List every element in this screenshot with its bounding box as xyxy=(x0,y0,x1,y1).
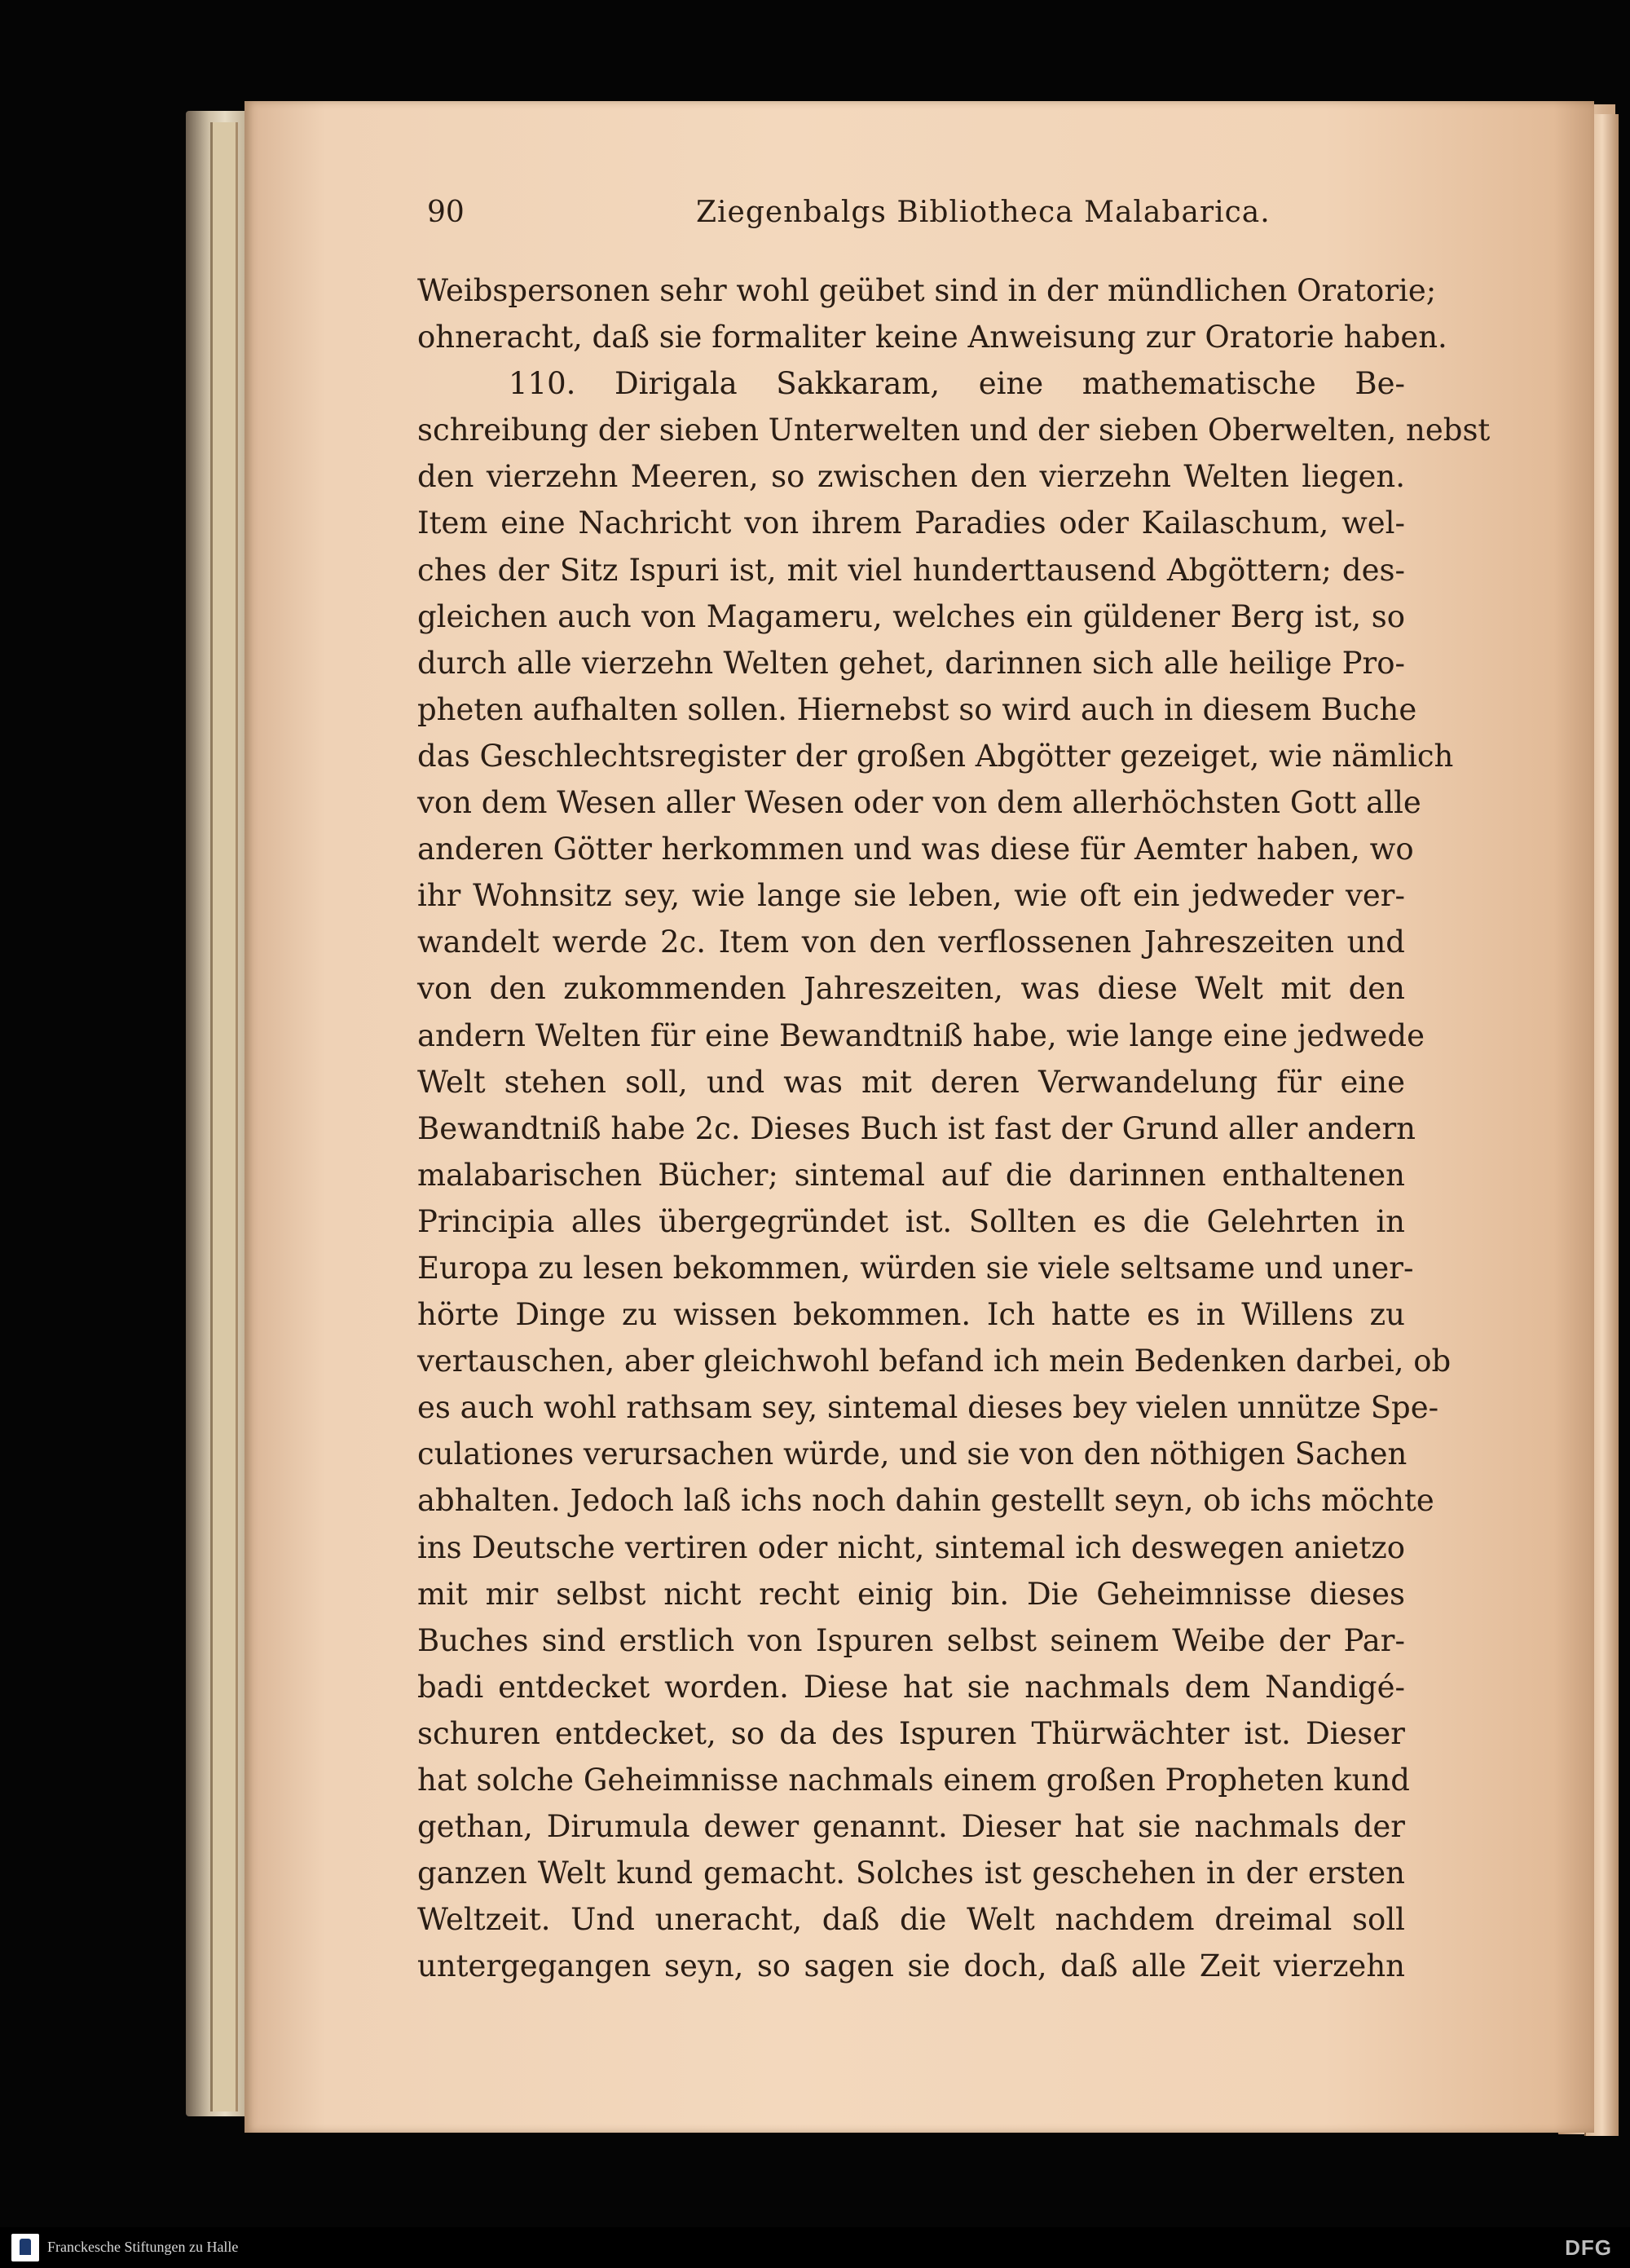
text-line: Item eine Nachricht von ihrem Paradies oder Kailaschum, wel- xyxy=(417,505,1405,541)
text-line: malabarischen Bücher; sintemal auf die darinnen enthaltenen xyxy=(417,1157,1405,1193)
running-title: Ziegenbalgs Bibliotheca Malabarica. xyxy=(696,196,1271,229)
page-header xyxy=(427,196,1405,236)
institution-name: Franckesche Stiftungen zu Halle xyxy=(47,2239,239,2255)
text-line: gleichen auch von Magameru, welches ein güldener Berg ist, so xyxy=(417,598,1405,634)
text-line: mit mir selbst nicht recht einig bin. Die Geheimnisse dieses xyxy=(417,1576,1405,1612)
text-line: hat solche Geheimnisse nachmals einem großen Propheten kund xyxy=(417,1763,1410,1798)
text-line: von dem Wesen aller Wesen oder von dem allerhöchsten Gott alle xyxy=(417,785,1421,821)
text-line: hörte Dinge zu wissen bekommen. Ich hatte es in Willens zu xyxy=(417,1297,1405,1333)
text-line: Buches sind erstlich von Ispuren selbst seinem Weibe der Par- xyxy=(417,1622,1405,1658)
text-line: vertauschen, aber gleichwohl befand ich mein Bedenken darbei, ob xyxy=(417,1344,1452,1379)
text-line: den vierzehn Meeren, so zwischen den vierzehn Welten liegen. xyxy=(417,459,1405,495)
institution-logo-icon xyxy=(11,2234,39,2261)
body-text xyxy=(417,267,1491,1989)
text-line: untergegangen seyn, so sagen sie doch, daß alle Zeit vierzehn xyxy=(417,1948,1405,1984)
text-line: ches der Sitz Ispuri ist, mit viel hunderttausend Abgöttern; des- xyxy=(417,552,1405,588)
text-line: andern Welten für eine Bewandtniß habe, wie lange eine jedwede xyxy=(417,1017,1425,1053)
text-line: schreibung der sieben Unterwelten und der sieben Oberwelten, nebst xyxy=(417,413,1491,448)
text-line: culationes verursachen würde, und sie von den nöthigen Sachen xyxy=(417,1436,1408,1472)
text-line: ohneracht, daß sie formaliter keine Anweisung zur Oratorie haben. xyxy=(417,320,1447,355)
text-line: 110. Dirigala Sakkaram, eine mathematische Be- xyxy=(509,366,1405,402)
text-line: ihr Wohnsitz sey, wie lange sie leben, wie oft ein jedweder ver- xyxy=(417,878,1405,914)
text-line: Weltzeit. Und uneracht, daß die Welt nachdem dreimal soll xyxy=(417,1902,1405,1938)
text-line: Welt stehen soll, und was mit deren Verwandelung für eine xyxy=(417,1064,1405,1100)
text-line: es auch wohl rathsam sey, sintemal dieses bey vielen unnütze Spe- xyxy=(417,1390,1439,1426)
text-line: pheten aufhalten sollen. Hiernebst so wird auch in diesem Buche xyxy=(417,691,1417,727)
text-line: durch alle vierzehn Welten gehet, darinnen sich alle heilige Pro- xyxy=(417,645,1405,681)
text-line: schuren entdecket, so da des Ispuren Thürwächter ist. Dieser xyxy=(417,1715,1405,1751)
text-line: gethan, Dirumula dewer genannt. Dieser hat sie nachmals der xyxy=(417,1809,1405,1845)
text-line: Europa zu lesen bekommen, würden sie viele seltsame und uner- xyxy=(417,1250,1414,1286)
text-line: Bewandtniß habe 2c. Dieses Buch ist fast der Grund aller andern xyxy=(417,1110,1416,1146)
text-line: das Geschlechtsregister der großen Abgötter gezeiget, wie nämlich xyxy=(417,738,1454,774)
text-line: Weibspersonen sehr wohl geübet sind in der mündlichen Oratorie; xyxy=(417,273,1437,308)
text-line: anderen Götter herkommen und was diese für Aemter haben, wo xyxy=(417,832,1414,867)
viewer-footer xyxy=(0,2227,1630,2268)
page-number: 90 xyxy=(427,196,465,229)
dfg-logo: DFG xyxy=(1565,2235,1612,2260)
text-line: wandelt werde 2c. Item von den verflossenen Jahreszeiten und xyxy=(417,924,1405,960)
text-line: ins Deutsche vertiren oder nicht, sintemal ich deswegen anietzo xyxy=(417,1529,1405,1565)
text-line: ganzen Welt kund gemacht. Solches ist geschehen in der ersten xyxy=(417,1855,1405,1891)
text-line: von den zukommenden Jahreszeiten, was diese Welt mit den xyxy=(417,971,1405,1007)
text-line: abhalten. Jedoch laß ichs noch dahin gestellt seyn, ob ichs möchte xyxy=(417,1483,1434,1519)
text-line: Principia alles übergegründet ist. Sollten es die Gelehrten in xyxy=(417,1203,1405,1239)
book-spine xyxy=(210,122,238,2111)
text-line: badi entdecket worden. Diese hat sie nachmals dem Nandigé- xyxy=(417,1669,1405,1705)
